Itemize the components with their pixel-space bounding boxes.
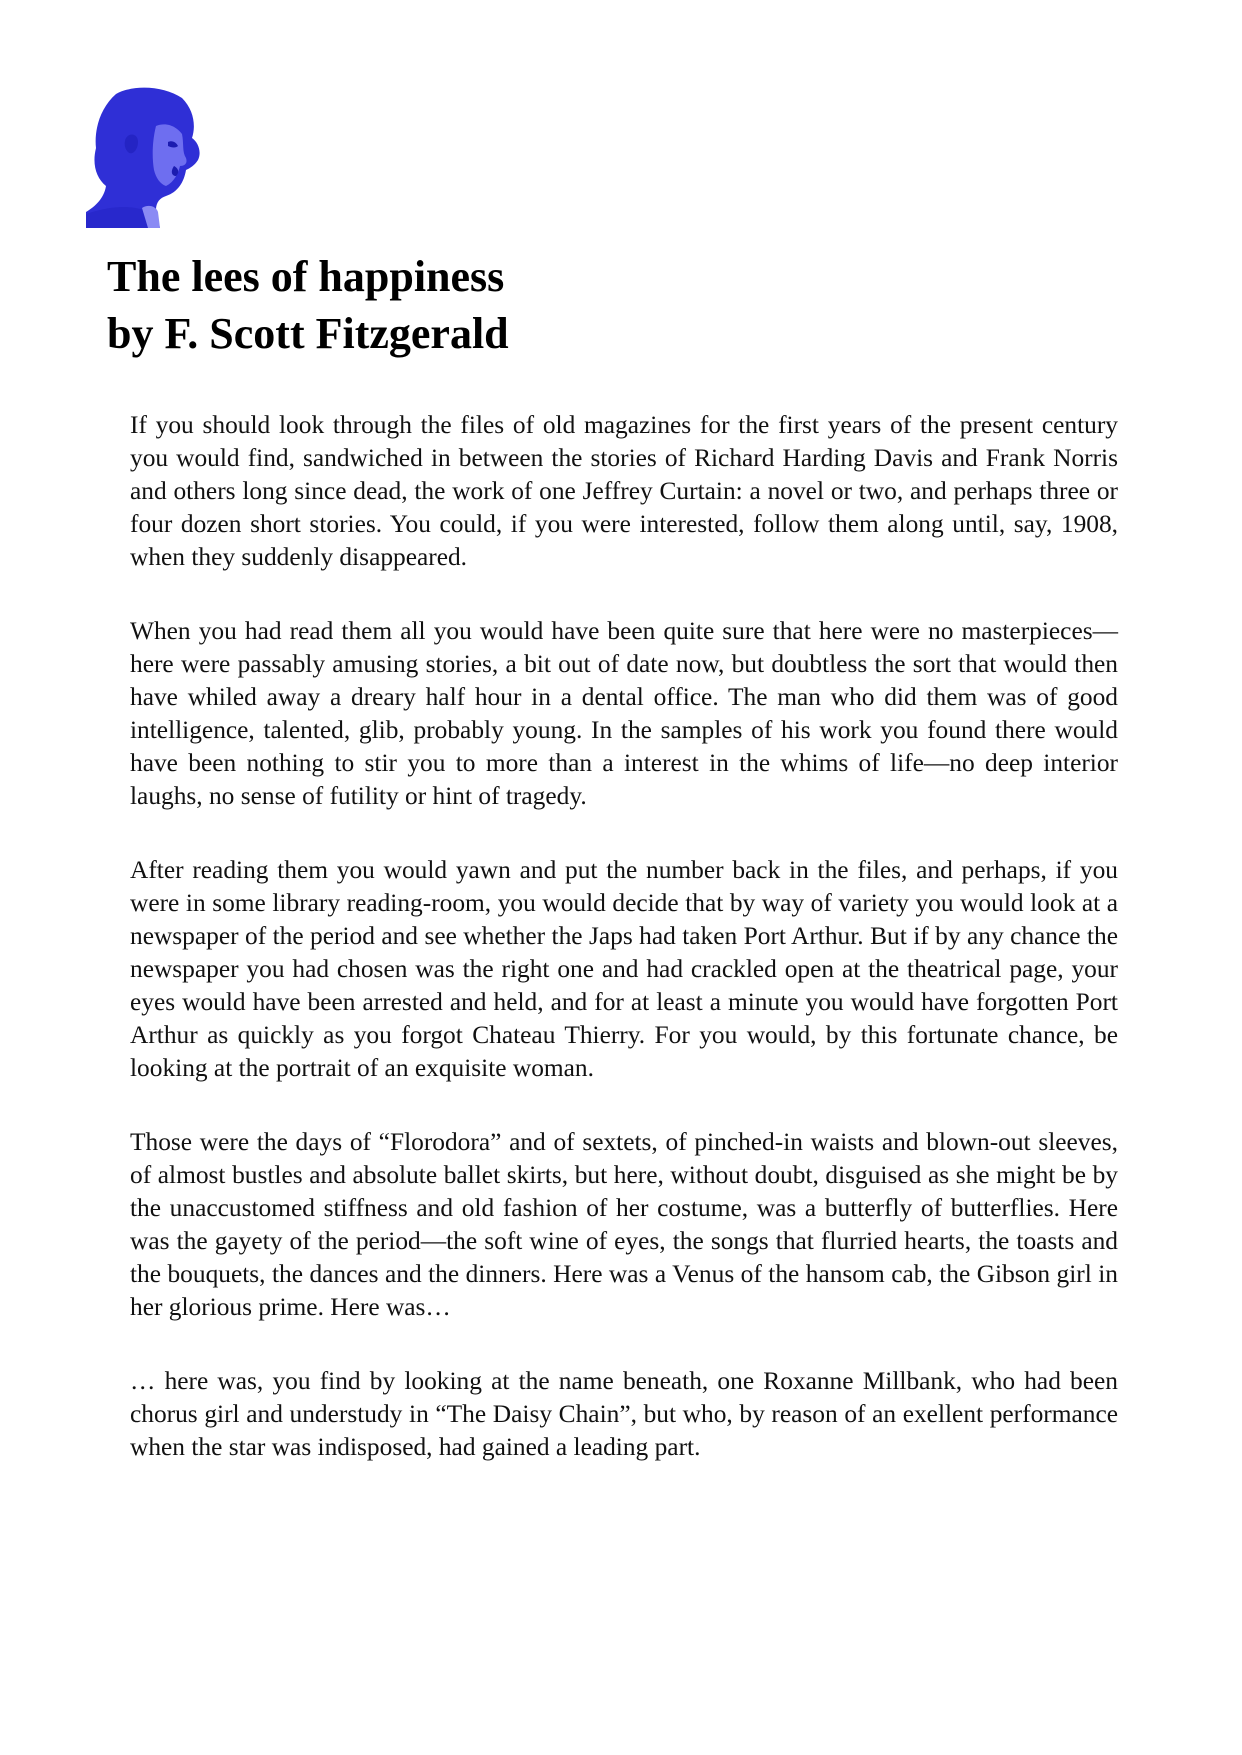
- story-paragraph: … here was, you find by looking at the name beneath, one Roxanne Millbank, who had been chorus girl and understudy in “The Daisy Chain”, but who, by reason of an exellent performance when the star was indisposed, had gained a leading part.: [130, 1367, 1118, 1461]
- document-title: [107, 248, 509, 362]
- story-paragraph: After reading them you would yawn and put the number back in the files, and perhaps, if you were in some library reading-room, you would decide that by way of variety you would look at a newspaper of the period and see whether the Japs had taken Port Arthur. But if by any chance the newspaper you had chosen was the right one and had crackled open at the theatrical page, your eyes would have been arrested and held, and for at least a minute you would have forgotten Port Arthur as quickly as you forgot Chateau Thierry. For you would, by this fortunate chance, be looking at the portrait of an exquisite woman.: [130, 856, 1118, 1082]
- story-body: [130, 409, 1118, 1505]
- story-title: The lees of happiness: [107, 252, 505, 301]
- story-paragraph: Those were the days of “Florodora” and of sextets, of pinched-in waists and blown-out sleeves, of almost bustles and absolute ballet skirts, but here, without doubt, disguised as she might be by the unaccustomed stiffness and old fashion of her costume, was a butterfly of butterflies. Here was the gayety of the period—the soft wine of eyes, the songs that flurried hearts, the toasts and the bouquets, the dances and the dinners. Here was a Venus of the hansom cab, the Gibson girl in her glorious prime. Here was…: [130, 1128, 1118, 1321]
- author-portrait-icon: [86, 86, 204, 228]
- story-byline: by F. Scott Fitzgerald: [107, 309, 509, 358]
- story-paragraph: If you should look through the files of old magazines for the first years of the present century you would find, sandwiched in between the stories of Richard Harding Davis and Frank Norris and others long since dead, the work of one Jeffrey Curtain: a novel or two, and perhaps three or four dozen short stories. You could, if you were interested, follow them along until, say, 1908, when they suddenly disappeared.: [130, 411, 1118, 571]
- story-paragraph: When you had read them all you would have been quite sure that here were no masterpieces—here were passably amusing stories, a bit out of date now, but doubtless the sort that would then have whiled away a dreary half hour in a dental office. The man who did them was of good intelligence, talented, glib, probably young. In the samples of his work you found there would have been nothing to stir you to more than a interest in the whims of life—no deep interior laughs, no sense of futility or hint of tragedy.: [130, 617, 1118, 810]
